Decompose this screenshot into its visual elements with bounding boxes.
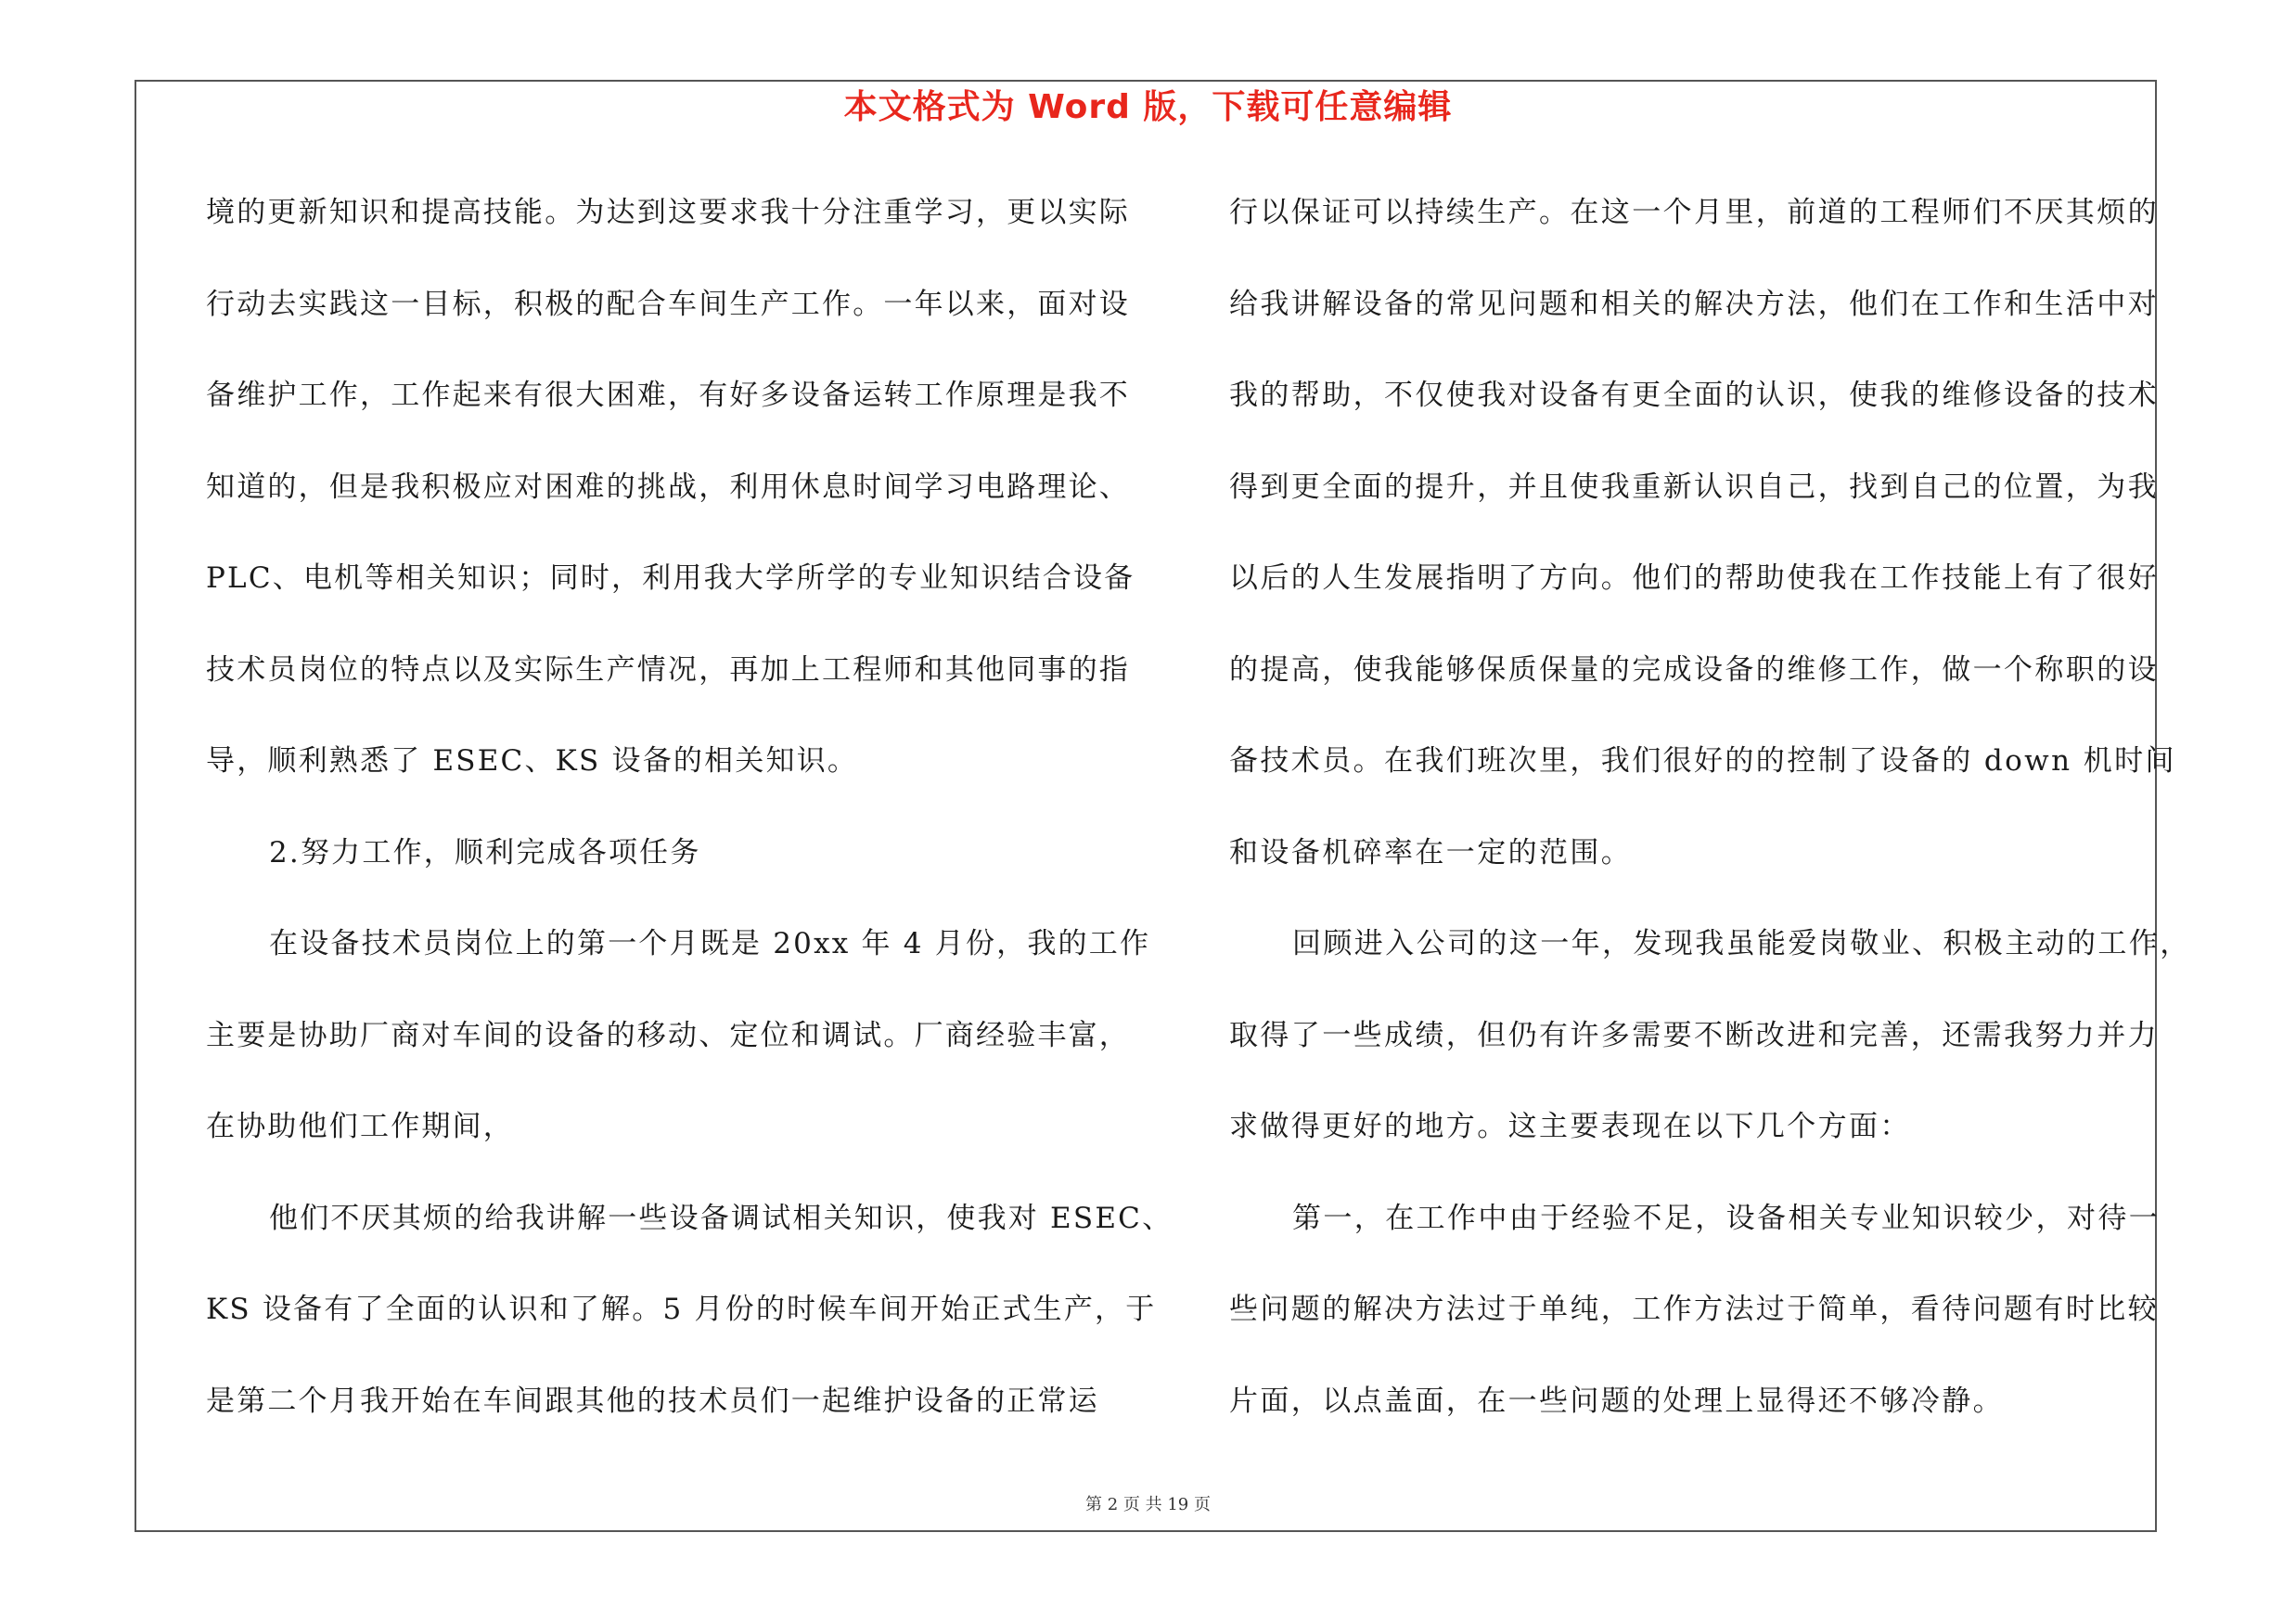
- text-line: 回顾进入公司的这一年，发现我虽能爱岗敬业、积极主动的工作，: [1292, 927, 2191, 960]
- text-line: 他们不厌其烦的给我讲解一些设备调试相关知识，使我对 ESEC、: [269, 1201, 1174, 1235]
- text-line: 第一，在工作中由于经验不足，设备相关专业知识较少，对待一: [1292, 1201, 2161, 1235]
- text-line: 我的帮助，不仅使我对设备有更全面的认识，使我的维修设备的技术: [1229, 379, 2159, 412]
- text-line: KS 设备有了全面的认识和了解。5 月份的时候车间开始正式生产，于: [206, 1293, 1157, 1326]
- text-line: 在设备技术员岗位上的第一个月既是 20xx 年 4 月份，我的工作: [269, 927, 1151, 960]
- text-line: 境的更新知识和提高技能。为达到这要求我十分注重学习，更以实际: [206, 196, 1130, 229]
- left-column: [206, 186, 1174, 1465]
- text-line: 和设备机碎率在一定的范围。: [1229, 835, 1633, 869]
- text-line: 主要是协助厂商对车间的设备的移动、定位和调试。厂商经验丰富，: [206, 1018, 1130, 1052]
- text-line: 行动去实践这一目标，积极的配合车间生产工作。一年以来，面对设: [206, 287, 1130, 321]
- text-line: 备技术员。在我们班次里，我们很好的的控制了设备的 down 机时间: [1229, 744, 2176, 778]
- text-line: 片面，以点盖面，在一些问题的处理上显得还不够冷静。: [1229, 1384, 2004, 1418]
- format-banner: 本文格式为 Word 版，下载可任意编辑: [843, 88, 1453, 126]
- page-number: 第 2 页 共 19 页: [1085, 1495, 1211, 1514]
- text-line: 在协助他们工作期间，: [206, 1110, 514, 1143]
- text-line: 取得了一些成绩，但仍有许多需要不断改进和完善，还需我努力并力: [1229, 1018, 2159, 1052]
- text-line: 求做得更好的地方。这主要表现在以下几个方面：: [1229, 1110, 1911, 1143]
- text-line: 些问题的解决方法过于单纯，工作方法过于简单，看待问题有时比较: [1229, 1293, 2159, 1326]
- text-line: 的提高，使我能够保质保量的完成设备的维修工作，做一个称职的设: [1229, 652, 2159, 687]
- text-line: 备维护工作，工作起来有很大困难，有好多设备运转工作原理是我不: [206, 379, 1130, 412]
- right-column: [1229, 186, 2191, 1465]
- text-line: 以后的人生发展指明了方向。他们的帮助使我在工作技能上有了很好: [1229, 561, 2159, 595]
- text-line: 导，顺利熟悉了 ESEC、KS 设备的相关知识。: [206, 744, 859, 778]
- text-line: 行以保证可以持续生产。在这一个月里，前道的工程师们不厌其烦的: [1229, 196, 2159, 229]
- text-line: 技术员岗位的特点以及实际生产情况，再加上工程师和其他同事的指: [206, 652, 1130, 687]
- text-line: 得到更全面的提升，并且使我重新认识自己，找到自己的位置，为我: [1229, 470, 2159, 504]
- section-heading: 2.努力工作，顺利完成各项任务: [269, 835, 701, 869]
- text-line: 给我讲解设备的常见问题和相关的解决方法，他们在工作和生活中对: [1229, 287, 2159, 321]
- text-line: PLC、电机等相关知识；同时，利用我大学所学的专业知识结合设备: [206, 561, 1135, 595]
- text-line: 是第二个月我开始在车间跟其他的技术员们一起维护设备的正常运: [206, 1384, 1099, 1418]
- text-line: 知道的，但是我积极应对困难的挑战，利用休息时间学习电路理论、: [206, 470, 1130, 504]
